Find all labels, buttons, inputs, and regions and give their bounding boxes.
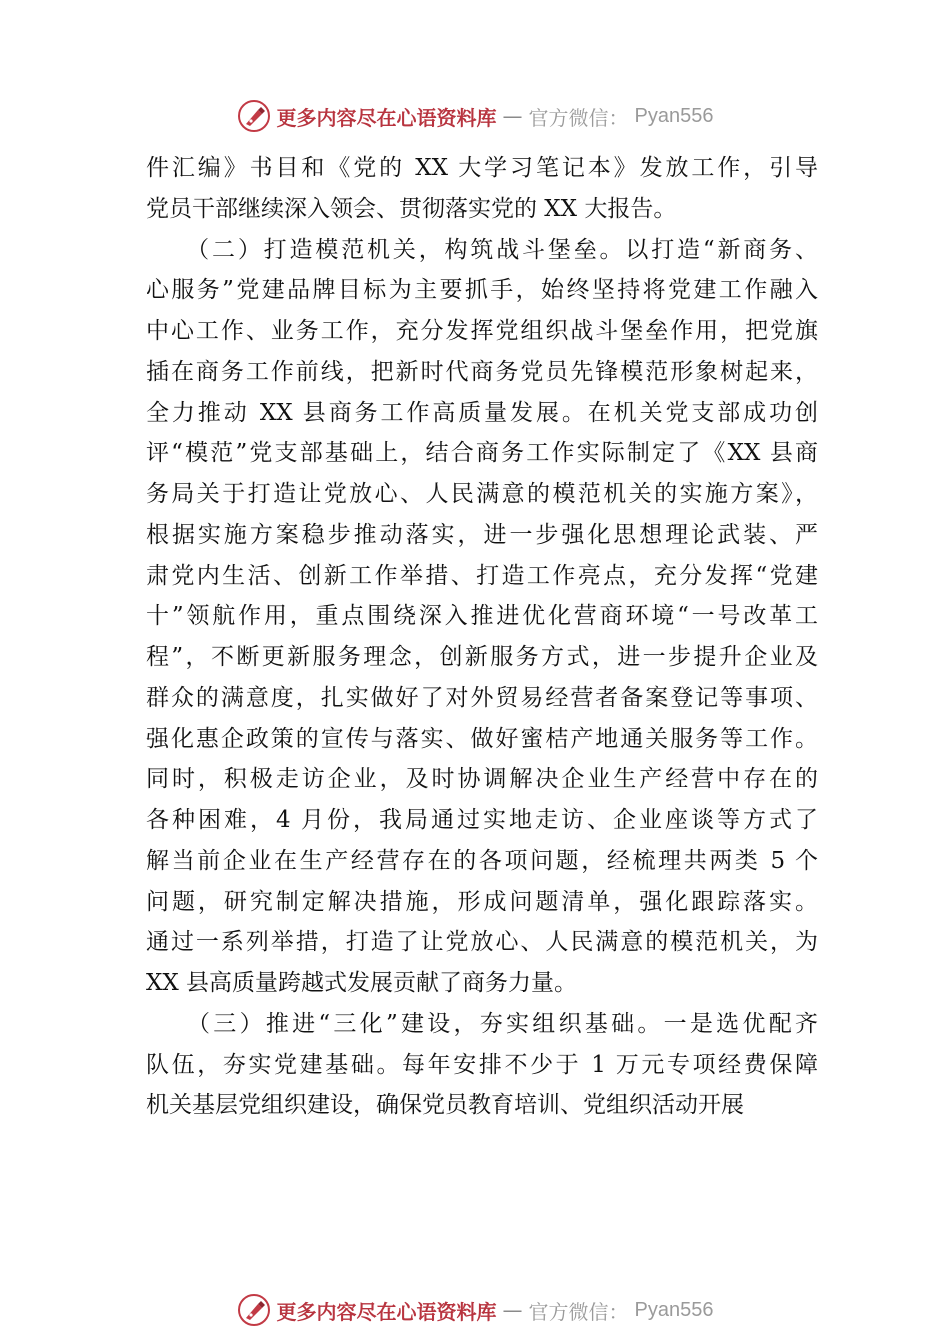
text-line: 队伍，夯实党建基础。每年安排不少于 1 万元专项经费保障 [146, 1051, 818, 1078]
document-body [146, 148, 818, 1126]
text-line: 全力推动 XX 县商务工作高质量发展。在机关党支部成功创 [146, 399, 818, 426]
text-line: 通过一系列举措，打造了让党放心、人民满意的模范机关，为 [146, 929, 818, 956]
text-line: 程”，不断更新服务理念，创新服务方式，进一步提升企业及 [146, 644, 818, 670]
text-line: 评“模范”党支部基础上，结合商务工作实际制定了《XX 县商 [146, 440, 818, 467]
watermark-dash: — [502, 1298, 523, 1322]
text-line: 中心工作、业务工作，充分发挥党组织战斗堡垒作用，把党旗 [146, 318, 818, 344]
text-line: 件汇编》书目和《党的 XX 大学习笔记本》发放工作，引导 [146, 155, 818, 181]
text-line: 解当前企业在生产经营存在的各项问题，经梳理共两类 5 个 [146, 847, 818, 874]
text-line: （二）打造模范机关，构筑战斗堡垒。以打造“新商务、 [146, 236, 818, 263]
text-line: 问题，研究制定解决措施，形成问题清单，强化跟踪落实。 [146, 888, 818, 915]
pen-nib-logo-icon [237, 99, 271, 133]
text-line: 插在商务工作前线，把新时代商务党员先锋模范形象树起来， [146, 358, 818, 385]
text-line: 十”领航作用，重点围绕深入推进优化营商环境“一号改革工 [146, 603, 818, 630]
header-watermark [0, 96, 950, 136]
text-line: 党员干部继续深入领会、贯彻落实党的 XX 大报告。 [146, 195, 677, 222]
text-line: XX 县高质量跨越式发展贡献了商务力量。 [146, 970, 578, 996]
text-line: 肃党内生活、创新工作举措、打造工作亮点，充分发挥“党建 [146, 562, 818, 589]
text-line: 根据实施方案稳步推动落实，进一步强化思想理论武装、严 [146, 521, 818, 548]
text-line: 心服务”党建品牌目标为主要抓手，始终坚持将党建工作融入 [146, 277, 818, 304]
text-line: 务局关于打造让党放心、人民满意的模范机关的实施方案》， [146, 481, 818, 507]
text-line: 各种困难，4 月份，我局通过实地走访、企业座谈等方式了 [146, 807, 818, 833]
text-line: 强化惠企政策的宣传与落实、做好蜜桔产地通关服务等工作。 [146, 725, 818, 752]
watermark-brand: 更多内容尽在心语资料库 [276, 105, 497, 130]
text-line: 群众的满意度，扎实做好了对外贸易经营者备案登记等事项、 [146, 684, 818, 711]
watermark-wechat-id: Pyan556 [634, 1298, 714, 1321]
watermark-wechat-id: Pyan556 [634, 104, 714, 127]
pen-nib-logo-icon [237, 1293, 271, 1327]
watermark-brand: 更多内容尽在心语资料库 [276, 1299, 497, 1324]
footer-watermark [0, 1290, 950, 1330]
text-line: 同时，积极走访企业，及时协调解决企业生产经营中存在的 [146, 766, 818, 793]
text-line: （三）推进“三化”建设，夯实组织基础。一是选优配齐 [146, 1010, 818, 1037]
text-line: 机关基层党组织建设，确保党员教育培训、党组织活动开展 [146, 1092, 744, 1119]
watermark-dash: — [502, 104, 523, 128]
watermark-wechat-label: 官方微信： [528, 1299, 629, 1324]
watermark-wechat-label: 官方微信： [528, 105, 629, 130]
